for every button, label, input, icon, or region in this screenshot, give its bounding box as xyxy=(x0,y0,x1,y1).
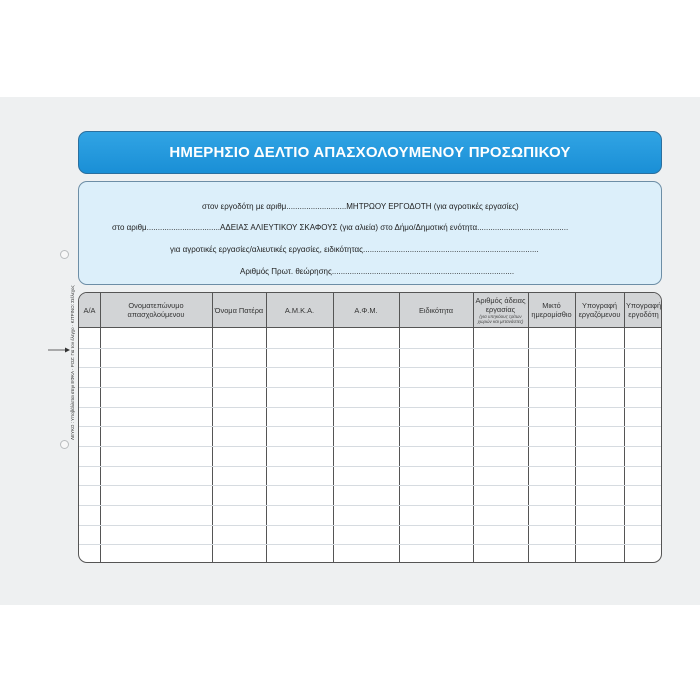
column-header: Α.Φ.Μ. xyxy=(354,305,378,315)
table-row xyxy=(79,525,662,526)
table-row xyxy=(79,426,662,427)
table-row xyxy=(79,505,662,506)
info-line-protocol: Αριθμός Πρωτ. θεώρησης.................................................................................. xyxy=(240,267,515,276)
punch-hole-top xyxy=(60,250,69,259)
column-header: Υπογραφή εργοδότη xyxy=(625,301,662,319)
info-line-license: στο αριθμ.................................ΑΔΕΙΑΣ ΑΛΙΕΥΤΙΚΟΥ ΣΚΑΦΟΥΣ (για αλιεία) στο Δήμο/Δημοτική ενότητα......................................... xyxy=(112,223,569,232)
table-row xyxy=(79,446,662,447)
column-divider xyxy=(333,293,334,563)
employee-table xyxy=(78,292,662,563)
column-divider xyxy=(528,293,529,563)
arrow-right-icon xyxy=(48,347,70,353)
side-copy-note: ΛΕΥΚΟ : Υποβάλλεται στην ΕΦΚΑ · ΡΟΖ: Για τον έλεγχο · ΚΙΤΡΙΝΟ: Στέλεχος xyxy=(70,285,75,440)
column-divider xyxy=(399,293,400,563)
column-header: Α.Μ.Κ.Α. xyxy=(284,305,315,315)
table-row xyxy=(79,544,662,545)
punch-hole-bottom xyxy=(60,440,69,449)
column-header: Υπογραφή εργαζόμενου xyxy=(578,301,621,319)
column-divider xyxy=(624,293,625,563)
column-divider xyxy=(473,293,474,563)
column-header: Μικτό ημερομίσθιο xyxy=(531,301,572,319)
column-divider xyxy=(266,293,267,563)
info-line-employer: στον εργοδότη με αριθμ...........................ΜΗΤΡΩΟΥ ΕΡΓΟΔΟΤΗ (για αγροτικές εργασίες) xyxy=(202,202,519,211)
column-header: Α/Α xyxy=(83,305,96,315)
table-row xyxy=(79,367,662,368)
column-header: Όνομα Πατέρα xyxy=(214,305,264,315)
form-title: ΗΜΕΡΗΣΙΟ ΔΕΛΤΙΟ ΑΠΑΣΧΟΛΟΥΜΕΝΟΥ ΠΡΟΣΩΠΙΚΟΥ xyxy=(78,131,662,174)
table-row xyxy=(79,466,662,467)
table-row xyxy=(79,407,662,408)
table-row xyxy=(79,348,662,349)
table-row xyxy=(79,387,662,388)
column-header: Αριθμός άδειας εργασίας (για υπηκόους τρίτων χωρών και μετανάστες) xyxy=(475,296,526,324)
column-divider xyxy=(100,293,101,563)
table-row xyxy=(79,485,662,486)
column-header: Ονοματεπώνυμο απασχολούμενου xyxy=(127,301,185,319)
column-header: Ειδικότητα xyxy=(418,305,454,315)
info-box xyxy=(78,181,662,285)
column-divider xyxy=(575,293,576,563)
column-divider xyxy=(212,293,213,563)
info-line-specialty: για αγροτικές εργασίες/αλιευτικές εργασίες, ειδικότητας............................................................................... xyxy=(170,245,539,254)
